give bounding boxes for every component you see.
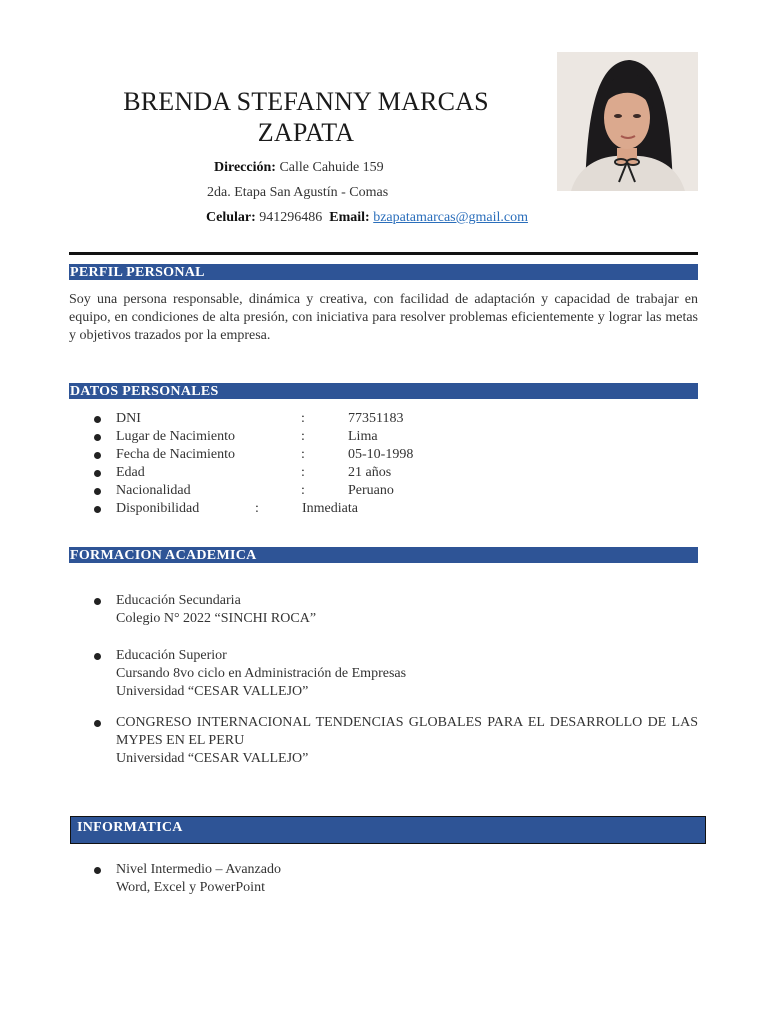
bullet-icon — [94, 416, 101, 423]
name-line-2: ZAPATA — [257, 118, 355, 147]
section-formacion-academica: FORMACION ACADEMICA — [69, 547, 698, 563]
formacion-item-secundaria — [69, 592, 698, 628]
dato-separator: : — [301, 447, 305, 462]
formacion-line: CONGRESO INTERNACIONAL TENDENCIAS GLOBALES PARA EL DESARROLLO DE LAS MYPES EN EL PERU — [116, 715, 698, 748]
dato-row-dni — [69, 410, 698, 428]
bullet-icon — [94, 720, 101, 727]
address-label: Dirección: — [214, 160, 276, 175]
portrait-illustration — [557, 52, 698, 191]
section-datos-personales: DATOS PERSONALES — [69, 383, 698, 399]
formacion-line: Educación Superior — [116, 648, 227, 663]
dato-label: DNI — [116, 411, 141, 426]
dato-label: Edad — [116, 465, 145, 480]
dato-value: Lima — [348, 429, 378, 444]
dato-row-nacionalidad — [69, 482, 698, 500]
dato-value: Inmediata — [302, 501, 358, 516]
dato-label: Lugar de Nacimiento — [116, 429, 235, 444]
header-divider — [69, 252, 698, 255]
dato-value: 05-10-1998 — [348, 447, 414, 462]
bullet-icon — [94, 506, 101, 513]
dato-row-fecha — [69, 446, 698, 464]
candidate-name — [90, 86, 522, 148]
bullet-icon — [94, 598, 101, 605]
profile-photo — [557, 52, 698, 191]
dato-separator: : — [255, 501, 259, 516]
email-label: Email: — [329, 210, 370, 225]
formacion-line: Universidad “CESAR VALLEJO” — [116, 684, 309, 699]
informatica-item — [69, 861, 698, 897]
perfil-text: Soy una persona responsable, dinámica y creativa, con facilidad de adaptación y capacidad de trabajar en equipo, en condiciones de alta presión, con iniciativa para resolver problemas eficientemente y lograr las metas y objetivos trazados por la empresa. — [69, 292, 698, 343]
name-line-1: BRENDA STEFANNY MARCAS — [123, 87, 489, 116]
section-perfil-personal: PERFIL PERSONAL — [69, 264, 698, 280]
dato-label: Fecha de Nacimiento — [116, 447, 235, 462]
address-value: Calle Cahuide 159 — [279, 160, 384, 175]
formacion-line: Colegio N° 2022 “SINCHI ROCA” — [116, 611, 317, 626]
address-line — [214, 159, 384, 176]
formacion-item-congreso — [69, 714, 698, 768]
bullet-icon — [94, 434, 101, 441]
formacion-item-superior — [69, 647, 698, 701]
bullet-icon — [94, 452, 101, 459]
address-line-2: 2da. Etapa San Agustín - Comas — [207, 185, 389, 200]
phone-email-line — [206, 209, 528, 226]
bullet-icon — [94, 867, 101, 874]
dato-label: Nacionalidad — [116, 483, 191, 498]
email-link[interactable]: bzapatamarcas@gmail.com — [373, 210, 528, 225]
dato-row-edad — [69, 464, 698, 482]
dato-value: 21 años — [348, 465, 392, 480]
dato-separator: : — [301, 465, 305, 480]
phone-label: Celular: — [206, 210, 256, 225]
dato-value: Peruano — [348, 483, 394, 498]
bullet-icon — [94, 488, 101, 495]
dato-separator: : — [301, 411, 305, 426]
dato-row-lugar — [69, 428, 698, 446]
informatica-line: Word, Excel y PowerPoint — [116, 880, 265, 895]
dato-separator: : — [301, 429, 305, 444]
dato-label: Disponibilidad — [116, 501, 200, 516]
bullet-icon — [94, 470, 101, 477]
phone-value: 941296486 — [259, 210, 323, 225]
dato-separator: : — [301, 483, 305, 498]
bullet-icon — [94, 653, 101, 660]
formacion-line: Cursando 8vo ciclo en Administración de Empresas — [116, 666, 407, 681]
dato-value: 77351183 — [348, 411, 404, 426]
section-informatica: INFORMATICA — [70, 816, 706, 844]
formacion-line: Universidad “CESAR VALLEJO” — [116, 751, 309, 766]
formacion-line: Educación Secundaria — [116, 593, 241, 608]
dato-row-disponibilidad — [69, 500, 698, 518]
informatica-line: Nivel Intermedio – Avanzado — [116, 862, 281, 877]
